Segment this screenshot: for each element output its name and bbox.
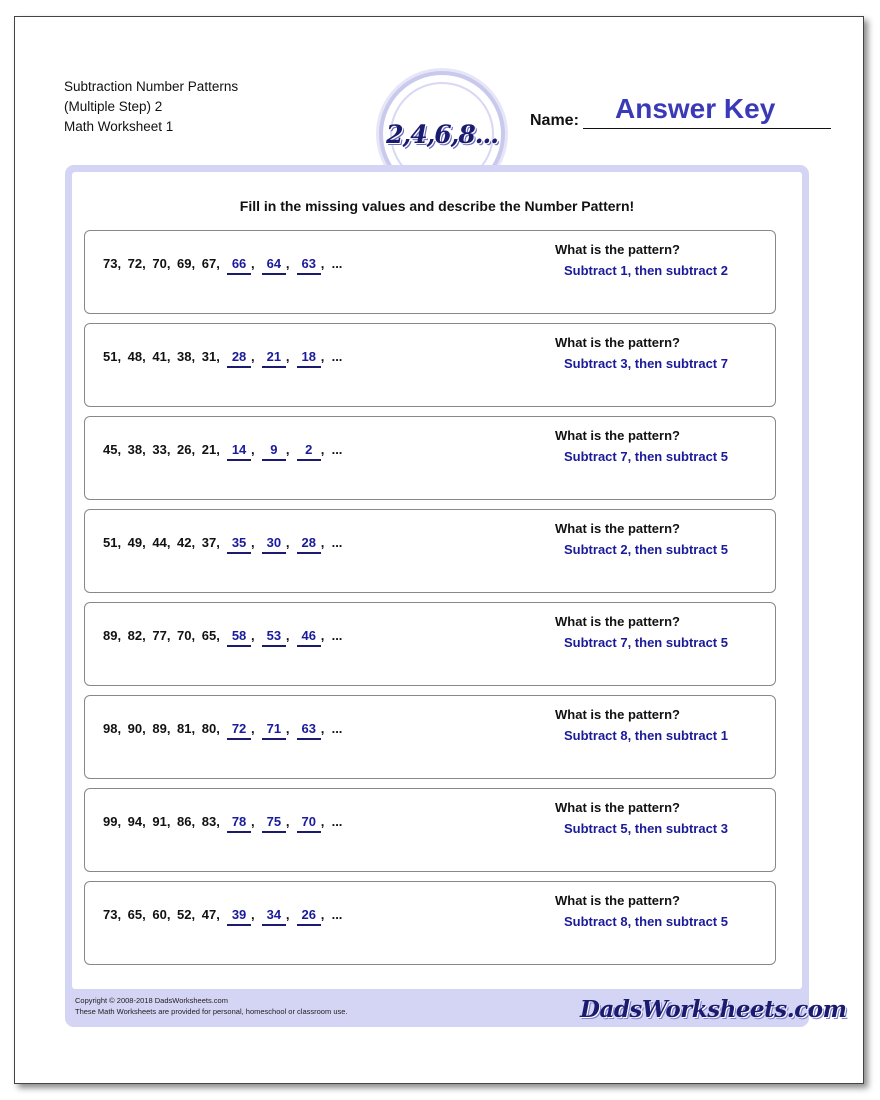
usage-text: These Math Worksheets are provided for personal, homeschool or classroom use. [75,1007,348,1016]
worksheet-page [14,16,864,1084]
answer-value: 58 [227,628,251,647]
problem-box [84,230,776,314]
answer-value: 53 [262,628,286,647]
pattern-answer: Subtract 1, then subtract 2 [564,263,728,278]
number-sequence: 51, 49, 44, 42, 37, 35 , 30 , 28 , ... [103,535,342,554]
sequence-ellipsis: ... [331,814,343,829]
answer-value: 9 [262,442,286,461]
number-sequence: 73, 72, 70, 69, 67, 66 , 64 , 63 , ... [103,256,342,275]
given-numbers: 98, 90, 89, 81, 80, [103,721,220,736]
pattern-answer: Subtract 2, then subtract 5 [564,542,728,557]
problem-box [84,416,776,500]
problem-box [84,788,776,872]
pattern-question: What is the pattern? [555,428,680,443]
given-numbers: 73, 65, 60, 52, 47, [103,907,220,922]
answer-value: 14 [227,442,251,461]
pattern-question: What is the pattern? [555,335,680,350]
answer-value: 66 [227,256,251,275]
name-line [583,128,831,129]
pattern-question: What is the pattern? [555,707,680,722]
number-sequence: 51, 48, 41, 38, 31, 28 , 21 , 18 , ... [103,349,342,368]
worksheet-title [64,77,238,137]
answer-value: 64 [262,256,286,275]
problem-box [84,323,776,407]
given-numbers: 51, 48, 41, 38, 31, [103,349,220,364]
answer-value: 72 [227,721,251,740]
answer-value: 75 [262,814,286,833]
given-numbers: 51, 49, 44, 42, 37, [103,535,220,550]
sequence-ellipsis: ... [331,721,343,736]
answer-value: 28 [297,535,321,554]
title-line-3: Math Worksheet 1 [64,119,174,134]
name-label: Name: [530,112,579,129]
sequence-ellipsis: ... [331,628,343,643]
pattern-answer: Subtract 5, then subtract 3 [564,821,728,836]
answer-value: 71 [262,721,286,740]
sequence-ellipsis: ... [331,535,343,550]
problem-box [84,509,776,593]
answer-value: 21 [262,349,286,368]
given-numbers: 73, 72, 70, 69, 67, [103,256,220,271]
pattern-answer: Subtract 8, then subtract 1 [564,728,728,743]
title-line-1: Subtraction Number Patterns [64,79,239,94]
pattern-question: What is the pattern? [555,521,680,536]
pattern-question: What is the pattern? [555,893,680,908]
answer-value: 34 [262,907,286,926]
answer-value: 30 [262,535,286,554]
problem-box [84,602,776,686]
pattern-question: What is the pattern? [555,242,680,257]
problem-box [84,881,776,965]
answer-value: 39 [227,907,251,926]
answer-value: 63 [297,256,321,275]
title-line-2: (Multiple Step) 2 [64,99,163,114]
sequence-ellipsis: ... [331,349,343,364]
answer-value: 26 [297,907,321,926]
sequence-ellipsis: ... [331,907,343,922]
pattern-answer: Subtract 7, then subtract 5 [564,449,728,464]
number-sequence: 73, 65, 60, 52, 47, 39 , 34 , 26 , ... [103,907,342,926]
sequence-ellipsis: ... [331,442,343,457]
given-numbers: 45, 38, 33, 26, 21, [103,442,220,457]
problems-panel [72,172,802,989]
answer-value: 46 [297,628,321,647]
answer-value: 63 [297,721,321,740]
pattern-question: What is the pattern? [555,800,680,815]
given-numbers: 89, 82, 77, 70, 65, [103,628,220,643]
pattern-question: What is the pattern? [555,614,680,629]
copyright-text: Copyright © 2008-2018 DadsWorksheets.com [75,996,228,1005]
given-numbers: 99, 94, 91, 86, 83, [103,814,220,829]
answer-value: 28 [227,349,251,368]
answer-value: 78 [227,814,251,833]
answer-value: 2 [297,442,321,461]
pattern-answer: Subtract 8, then subtract 5 [564,914,728,929]
brand-logo: DadsWorksheets.com [580,996,847,1023]
number-sequence: 45, 38, 33, 26, 21, 14 , 9 , 2 , ... [103,442,342,461]
number-sequence: 98, 90, 89, 81, 80, 72 , 71 , 63 , ... [103,721,342,740]
answer-value: 70 [297,814,321,833]
instructions: Fill in the missing values and describe the Number Pattern! [239,198,635,214]
sequence-ellipsis: ... [331,256,343,271]
pattern-answer: Subtract 7, then subtract 5 [564,635,728,650]
answer-value: 18 [297,349,321,368]
pattern-answer: Subtract 3, then subtract 7 [564,356,728,371]
logo-text: 2,4,6,8... [386,119,498,149]
number-sequence: 99, 94, 91, 86, 83, 78 , 75 , 70 , ... [103,814,342,833]
problems-frame [65,165,847,1027]
footer-text [75,995,348,1017]
answer-value: 35 [227,535,251,554]
answer-key-heading: Answer Key [615,93,776,124]
number-sequence: 89, 82, 77, 70, 65, 58 , 53 , 46 , ... [103,628,342,647]
problem-box [84,695,776,779]
